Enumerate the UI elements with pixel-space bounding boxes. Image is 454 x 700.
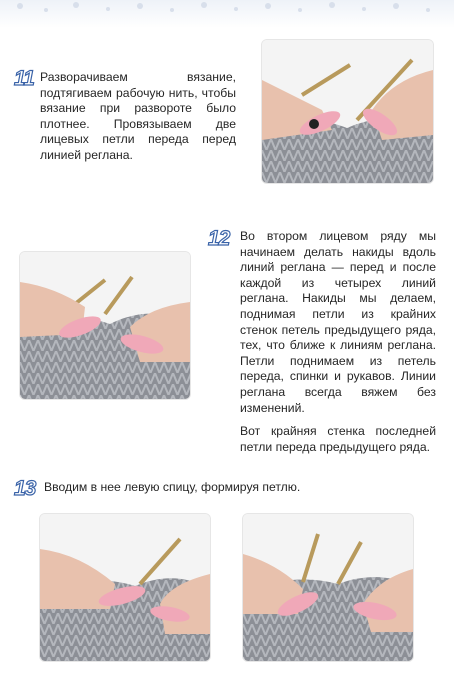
top-decorative-border [0,0,454,28]
step-13-paragraph: Вводим в нее левую спицу, формируя петлю. [44,480,301,494]
step-13-number: 13 [14,477,36,500]
step-13-photo-1 [40,514,210,661]
step-12-paragraph-1: Во втором лицевом ряду мы начинаем делать накиды вдоль линий реглана — перед и после каждой из четырех линий реглана. Накиды мы делаем, поднимая петли из крайних стенок петель предыдущего ряда, тех, что ближе к линиям реглана. Петли поднимаем из петель переда, спинки и рукавов. Линии реглана всегда вяжем без изменений. [240,229,436,415]
step-11-paragraph: Разворачиваем вязание, подтягиваем рабочую нить, чтобы вязание при развороте было плотнее. Провязываем две лицевых петли переда перед линией реглана. [40,70,236,162]
step-12-text [240,229,436,455]
step-12-paragraph-2: Вот крайняя стенка последней петли переда предыдущего ряда. [240,424,436,454]
step-11-photo [262,40,433,183]
step-11-text [40,70,236,164]
step-12-number: 12 [208,227,230,250]
step-11-number: 11 [14,67,34,90]
step-13-text [44,480,424,496]
step-12-photo [20,252,190,399]
step-13-photo-2 [243,514,413,661]
